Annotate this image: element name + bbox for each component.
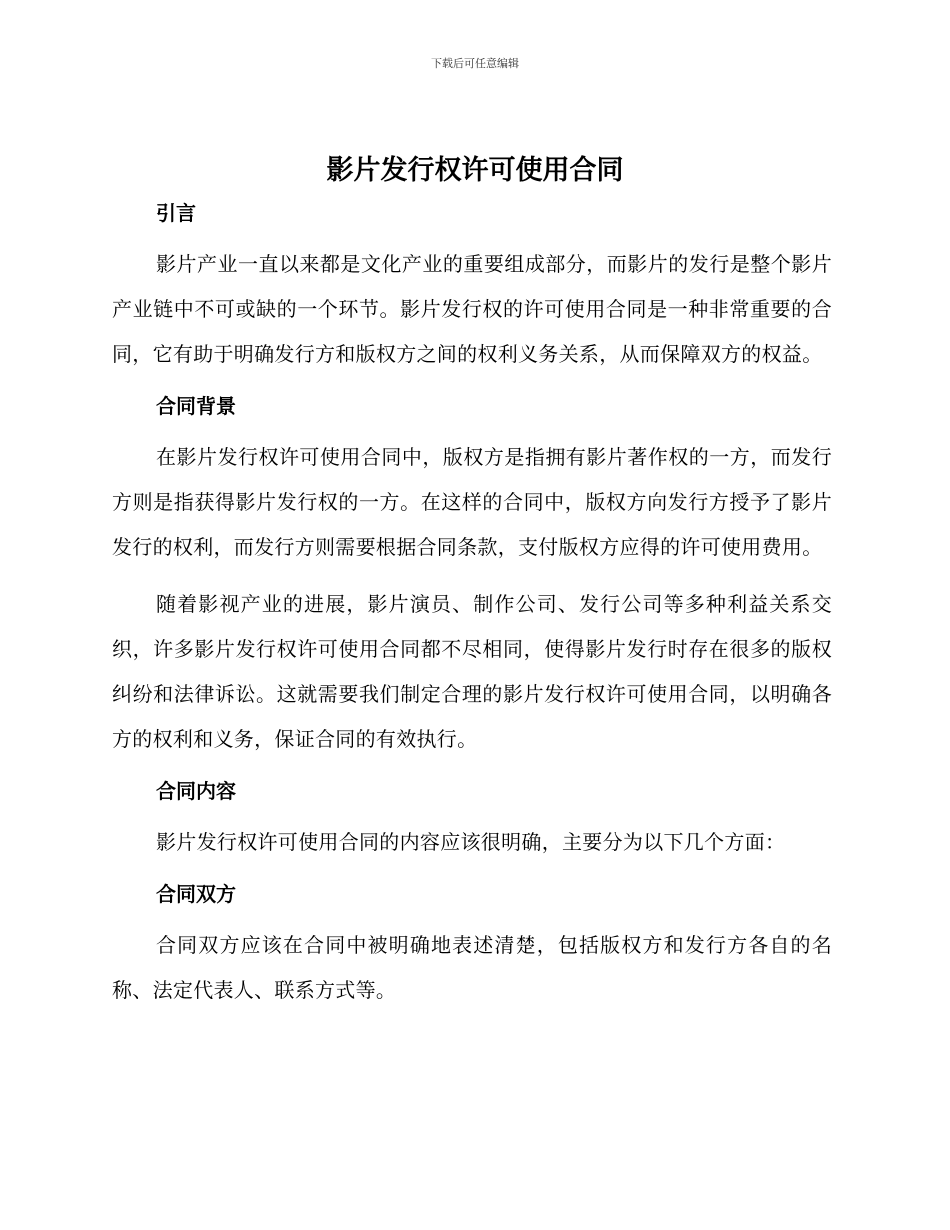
- section-heading-intro: 引言: [156, 201, 196, 225]
- paragraph-content: 影片发行权许可使用合同的内容应该很明确，主要分为以下几个方面：: [156, 830, 786, 854]
- section-heading-background: 合同背景: [156, 394, 236, 418]
- document-title: 影片发行权许可使用合同: [326, 155, 624, 186]
- paragraph-background-1: 在影片发行权许可使用合同中，版权方是指拥有影片著作权的一方，而发行方则是指获得影片发行权的一方。在这样的合同中，版权方向发行方授予了影片发行的权利，而发行方则需要根据合同条款，支付版权方应得的许可使用费用。: [112, 445, 832, 559]
- section-heading-content: 合同内容: [156, 779, 236, 803]
- document-body: [112, 196, 832, 1013]
- paragraph-parties: 合同双方应该在合同中被明确地表述清楚，包括版权方和发行方各自的名称、法定代表人、联系方式等。: [112, 933, 832, 1002]
- page-header-note: 下载后可任意编辑: [431, 57, 519, 70]
- section-heading-parties: 合同双方: [156, 882, 236, 906]
- paragraph-intro: 影片产业一直以来都是文化产业的重要组成部分，而影片的发行是整个影片产业链中不可或缺的一个环节。影片发行权的许可使用合同是一种非常重要的合同，它有助于明确发行方和版权方之间的权利义务关系，从而保障双方的权益。: [112, 252, 832, 366]
- paragraph-background-2: 随着影视产业的进展，影片演员、制作公司、发行公司等多种利益关系交织，许多影片发行权许可使用合同都不尽相同，使得影片发行时存在很多的版权纠纷和法律诉讼。这就需要我们制定合理的影片发行权许可使用合同，以明确各方的权利和义务，保证合同的有效执行。: [112, 592, 832, 751]
